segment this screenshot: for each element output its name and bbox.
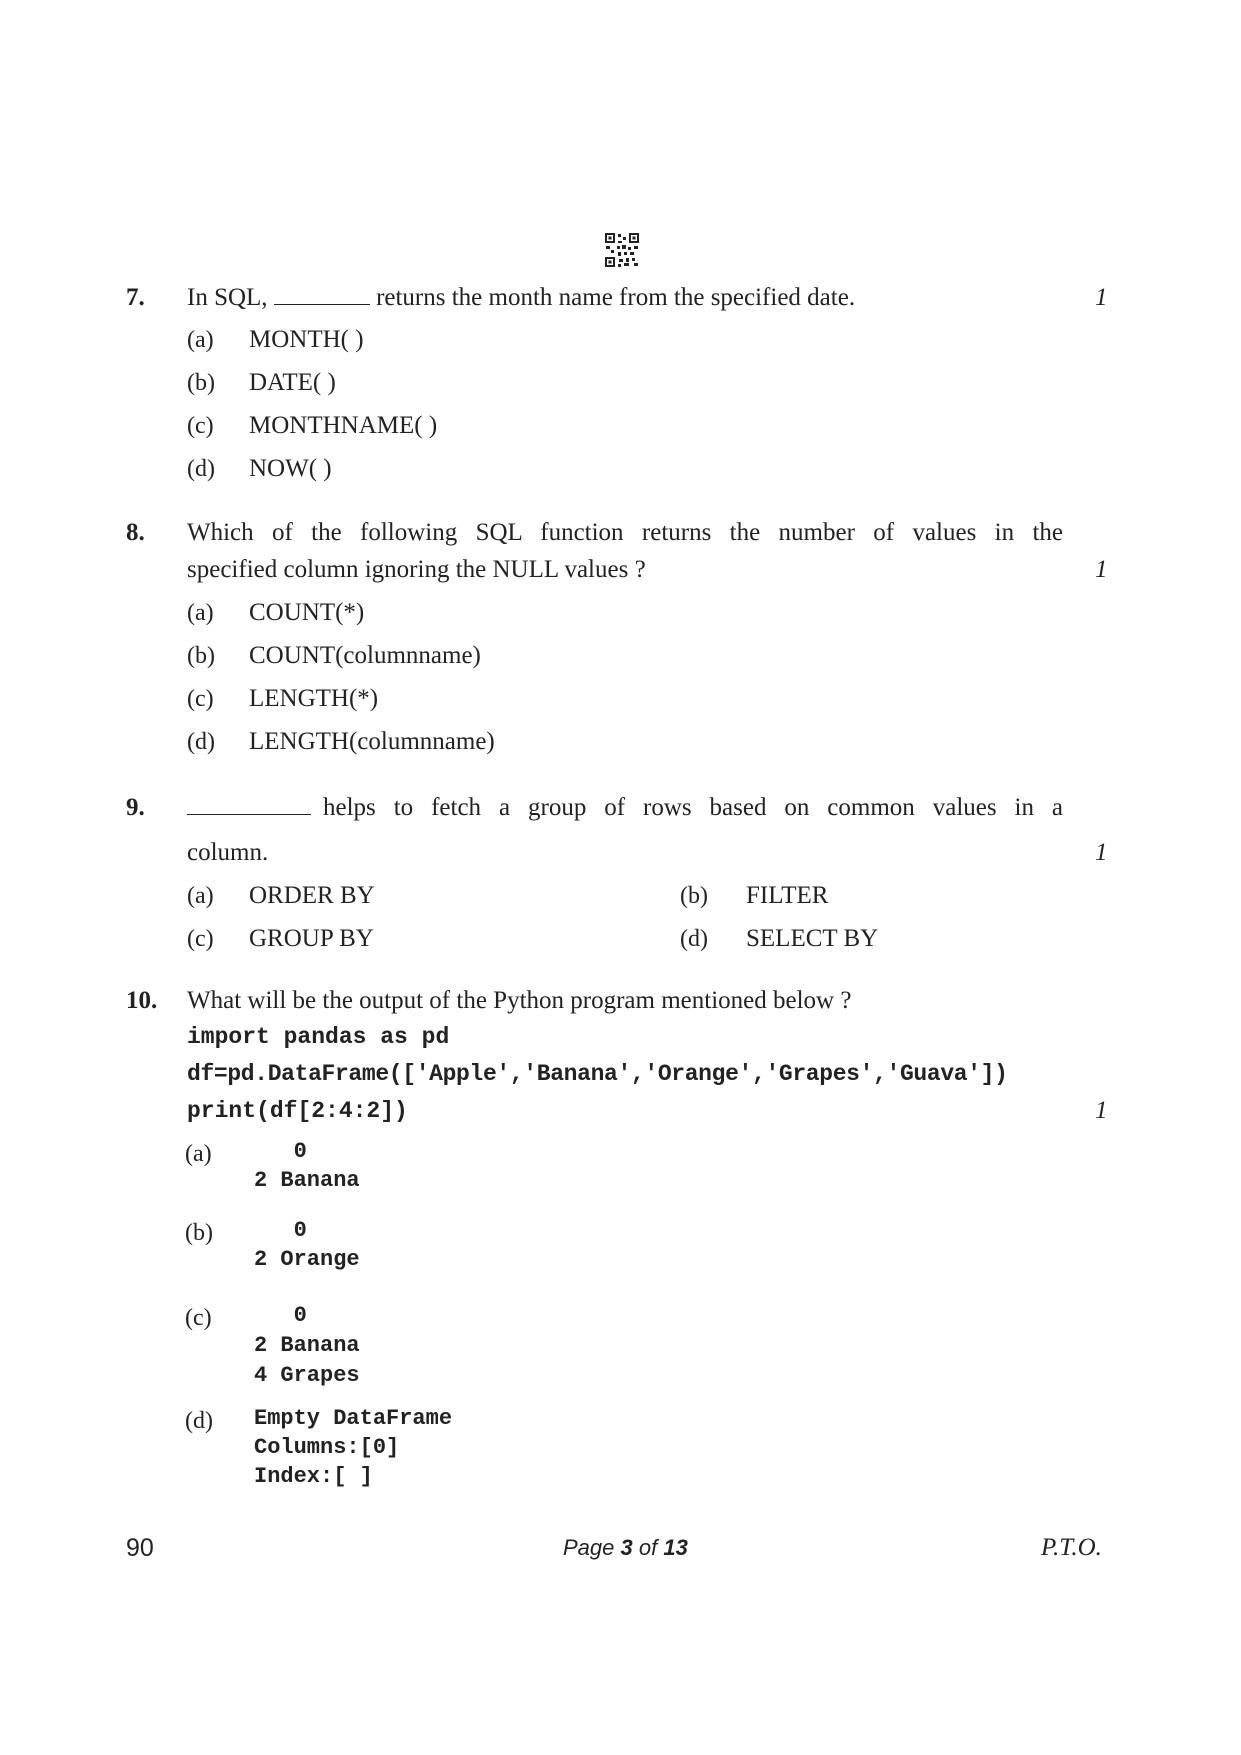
output-line: 0 [254, 1303, 307, 1328]
question-7-text [187, 279, 1063, 316]
pto-label: P.T.O. [1041, 1534, 1102, 1561]
option-label: (a) [185, 1141, 212, 1167]
option-label: (d) [187, 456, 215, 482]
output-line: 0 [254, 1139, 307, 1164]
answer-blank [187, 792, 311, 815]
question-8-line1: Which of the following SQL function returns the number of values in the [187, 519, 1063, 546]
page-total: 13 [663, 1535, 688, 1560]
question-8-number: 8. [126, 519, 145, 546]
output-line: 4 Grapes [254, 1363, 360, 1388]
option-text: ORDER BY [249, 882, 375, 909]
output-line: Columns:[0] [254, 1435, 400, 1460]
output-line: 2 Banana [254, 1333, 360, 1358]
option-text: FILTER [746, 882, 829, 909]
question-10-text: What will be the output of the Python program mentioned below ? [187, 987, 852, 1014]
question-9-line1-text: helps to fetch a group of rows based on common values in a [323, 794, 1063, 821]
option-label: (b) [187, 643, 215, 669]
option-text: NOW( ) [249, 455, 332, 482]
option-text: MONTH( ) [249, 326, 364, 353]
option-label: (a) [187, 883, 214, 909]
page-of: of [638, 1535, 658, 1560]
option-label: (b) [680, 883, 708, 909]
option-label: (d) [680, 926, 708, 952]
option-label: (c) [185, 1305, 212, 1331]
option-label: (a) [187, 600, 214, 626]
option-text: LENGTH(columnname) [249, 728, 495, 755]
option-label: (b) [187, 370, 215, 396]
question-9-line1 [187, 789, 1063, 826]
output-line: 2 Banana [254, 1168, 360, 1193]
option-label: (d) [185, 1408, 213, 1434]
option-text: COUNT(*) [249, 599, 365, 626]
option-label: (d) [187, 729, 215, 755]
question-9-marks: 1 [1095, 839, 1108, 866]
page-prefix: Page [563, 1535, 615, 1560]
question-7-marks: 1 [1095, 284, 1108, 311]
qr-code-icon [604, 232, 640, 268]
output-line: 2 Orange [254, 1247, 360, 1272]
code-line: print(df[2:4:2]) [187, 1098, 408, 1124]
question-9-number: 9. [126, 794, 145, 821]
code-line: df=pd.DataFrame(['Apple','Banana','Orange','Grapes','Guava']) [187, 1061, 1008, 1087]
option-label: (c) [187, 413, 214, 439]
output-line: 0 [254, 1218, 307, 1243]
question-7-text-after: returns the month name from the specified date. [376, 284, 856, 311]
option-text: GROUP BY [249, 925, 374, 952]
option-label: (c) [187, 686, 214, 712]
option-label: (c) [187, 926, 214, 952]
page-number [563, 1533, 688, 1563]
option-text: DATE( ) [249, 369, 336, 396]
answer-blank [274, 282, 370, 305]
question-7-text-before: In SQL, [187, 284, 268, 311]
question-10-marks: 1 [1095, 1097, 1108, 1124]
question-10-number: 10. [126, 987, 158, 1014]
option-text: SELECT BY [746, 925, 879, 952]
option-label: (b) [185, 1220, 213, 1246]
page-current: 3 [620, 1535, 633, 1560]
question-8-line2: specified column ignoring the NULL values ? [187, 556, 646, 583]
code-line: import pandas as pd [187, 1024, 450, 1050]
paper-code: 90 [126, 1534, 154, 1562]
option-text: MONTHNAME( ) [249, 412, 438, 439]
output-line: Empty DataFrame [254, 1406, 453, 1431]
option-text: LENGTH(*) [249, 685, 379, 712]
question-7-number: 7. [126, 284, 145, 311]
question-9-line2: column. [187, 839, 269, 866]
question-8-marks: 1 [1095, 556, 1108, 583]
output-line: Index:[ ] [254, 1464, 373, 1489]
option-label: (a) [187, 327, 214, 353]
option-text: COUNT(columnname) [249, 642, 481, 669]
